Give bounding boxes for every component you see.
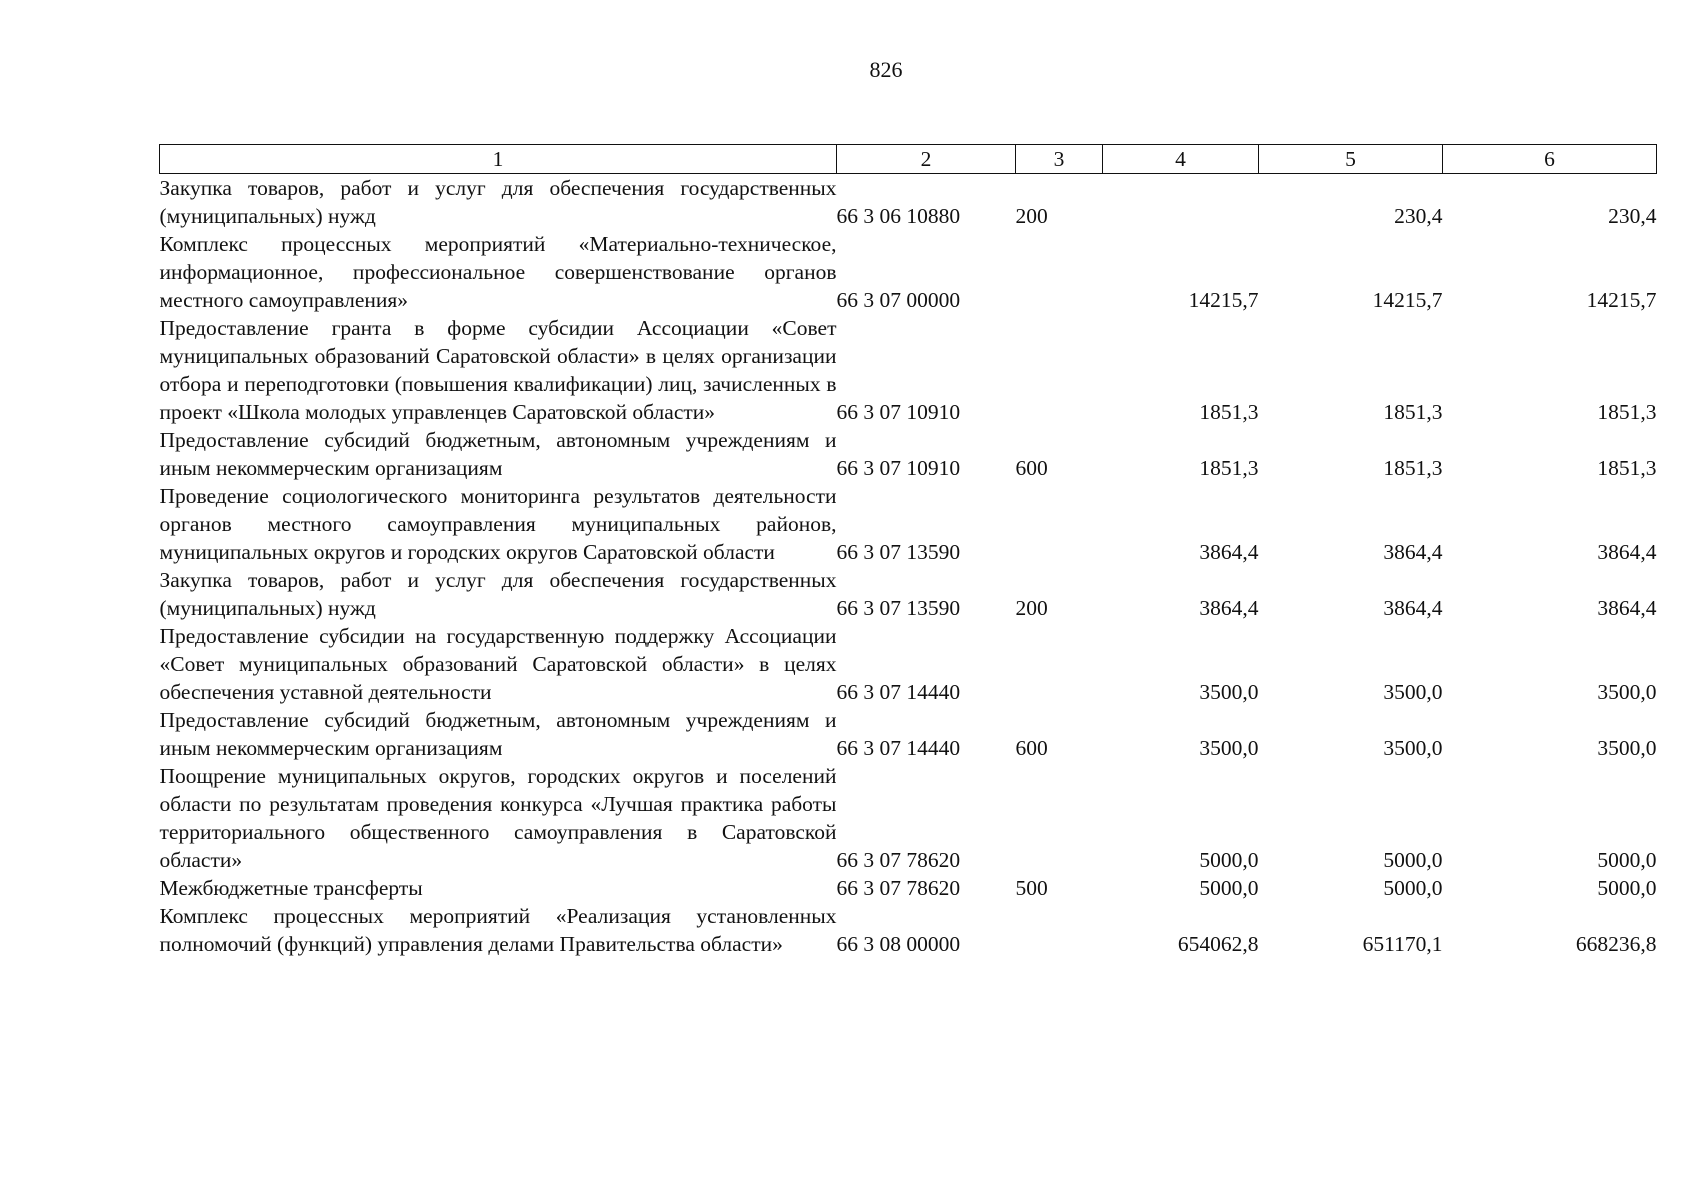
page-number: 826 — [869, 57, 903, 82]
table-row — [160, 426, 1657, 482]
row-value-6: 5000,0 — [1597, 848, 1657, 872]
row-name: Закупка товаров, работ и услуг для обеспечения государственных (муниципальных) нужд — [159, 176, 837, 228]
row-expense-type — [1016, 762, 1103, 874]
row-name: Закупка товаров, работ и услуг для обеспечения государственных (муниципальных) нужд — [159, 568, 837, 620]
row-value-6: 230,4 — [1608, 204, 1657, 228]
row-code: 66 3 06 10880 — [836, 204, 961, 228]
row-value-4 — [1103, 174, 1259, 231]
budget-table — [159, 144, 1657, 958]
row-value-5: 3864,4 — [1383, 596, 1443, 620]
column-header: 5 — [1259, 145, 1443, 174]
row-value-4: 1851,3 — [1199, 400, 1259, 424]
table-row — [160, 706, 1657, 762]
row-expense-type — [1016, 482, 1103, 566]
table-row — [160, 566, 1657, 622]
column-header: 1 — [160, 145, 837, 174]
row-name: Комплекс процессных мероприятий «Материально-техническое, информационное, профессиональное совершенствование органов местного самоуправления» — [159, 232, 837, 312]
row-code: 66 3 07 78620 — [836, 876, 961, 900]
row-code: 66 3 07 10910 — [836, 456, 961, 480]
row-name: Предоставление гранта в форме субсидии Ассоциации «Совет муниципальных образований Саратовской области» в целях организации отбора и переподготовки (повышения квалификации) лиц, зачисленных в проект «Школа молодых управленцев Саратовской области» — [159, 316, 837, 424]
row-expense-type — [1016, 622, 1103, 706]
row-value-6: 3864,4 — [1597, 540, 1657, 564]
row-name: Предоставление субсидий бюджетным, автономным учреждениям и иным некоммерческим организациям — [159, 708, 837, 760]
row-name: Предоставление субсидий бюджетным, автономным учреждениям и иным некоммерческим организациям — [159, 428, 837, 480]
row-value-6: 5000,0 — [1597, 876, 1657, 900]
row-value-5: 3500,0 — [1383, 736, 1443, 760]
column-header: 3 — [1016, 145, 1103, 174]
row-value-5: 5000,0 — [1383, 876, 1443, 900]
row-value-4: 654062,8 — [1177, 932, 1259, 956]
row-value-4: 5000,0 — [1199, 876, 1259, 900]
row-value-4: 3500,0 — [1199, 680, 1259, 704]
row-value-5: 1851,3 — [1383, 456, 1443, 480]
row-name: Поощрение муниципальных округов, городских округов и поселений области по результатам проведения конкурса «Лучшая практика работы территориального общественного самоуправления в Саратовской области» — [159, 764, 837, 872]
row-value-5: 14215,7 — [1372, 288, 1443, 312]
row-expense-type: 200 — [1015, 204, 1048, 228]
row-code: 66 3 07 14440 — [836, 736, 961, 760]
column-header: 4 — [1103, 145, 1259, 174]
row-code: 66 3 07 14440 — [836, 680, 961, 704]
row-value-4: 5000,0 — [1199, 848, 1259, 872]
row-expense-type — [1016, 230, 1103, 314]
row-name: Предоставление субсидии на государственную поддержку Ассоциации «Совет муниципальных образований Саратовской области» в целях обеспечения уставной деятельности — [159, 624, 837, 704]
row-value-5: 3500,0 — [1383, 680, 1443, 704]
row-expense-type: 600 — [1015, 456, 1048, 480]
row-name: Проведение социологического мониторинга результатов деятельности органов местного самоуправления муниципальных районов, муниципальных округов и городских округов Саратовской области — [159, 484, 837, 564]
table-row — [160, 230, 1657, 314]
row-value-4: 3500,0 — [1199, 736, 1259, 760]
table-header-row — [160, 145, 1657, 174]
row-code: 66 3 07 13590 — [836, 596, 961, 620]
row-value-6: 1851,3 — [1597, 400, 1657, 424]
row-value-6: 3864,4 — [1597, 596, 1657, 620]
row-value-6: 3500,0 — [1597, 680, 1657, 704]
row-code: 66 3 07 00000 — [836, 288, 961, 312]
row-value-5: 3864,4 — [1383, 540, 1443, 564]
row-value-4: 14215,7 — [1188, 288, 1259, 312]
row-code: 66 3 07 78620 — [836, 848, 961, 872]
row-value-4: 3864,4 — [1199, 540, 1259, 564]
row-value-5: 230,4 — [1394, 204, 1443, 228]
row-value-5: 5000,0 — [1383, 848, 1443, 872]
row-expense-type — [1016, 314, 1103, 426]
table-row — [160, 174, 1657, 231]
column-header: 6 — [1443, 145, 1657, 174]
table-row — [160, 482, 1657, 566]
row-value-5: 1851,3 — [1383, 400, 1443, 424]
row-expense-type: 500 — [1015, 876, 1048, 900]
row-value-6: 3500,0 — [1597, 736, 1657, 760]
row-value-4: 3864,4 — [1199, 596, 1259, 620]
table-row — [160, 314, 1657, 426]
table-row — [160, 622, 1657, 706]
table-row — [160, 762, 1657, 874]
row-expense-type: 200 — [1015, 596, 1048, 620]
table-row — [160, 902, 1657, 958]
row-name: Межбюджетные трансферты — [159, 876, 423, 900]
row-expense-type: 600 — [1015, 736, 1048, 760]
row-expense-type — [1016, 902, 1103, 958]
row-value-4: 1851,3 — [1199, 456, 1259, 480]
table-row — [160, 874, 1657, 902]
row-value-6: 14215,7 — [1586, 288, 1657, 312]
row-code: 66 3 08 00000 — [836, 932, 961, 956]
row-value-6: 668236,8 — [1575, 932, 1657, 956]
row-code: 66 3 07 10910 — [836, 400, 961, 424]
row-value-6: 1851,3 — [1597, 456, 1657, 480]
row-code: 66 3 07 13590 — [836, 540, 961, 564]
row-name: Комплекс процессных мероприятий «Реализация установленных полномочий (функций) управления делами Правительства области» — [159, 904, 837, 956]
column-header: 2 — [837, 145, 1016, 174]
row-value-5: 651170,1 — [1362, 932, 1443, 956]
